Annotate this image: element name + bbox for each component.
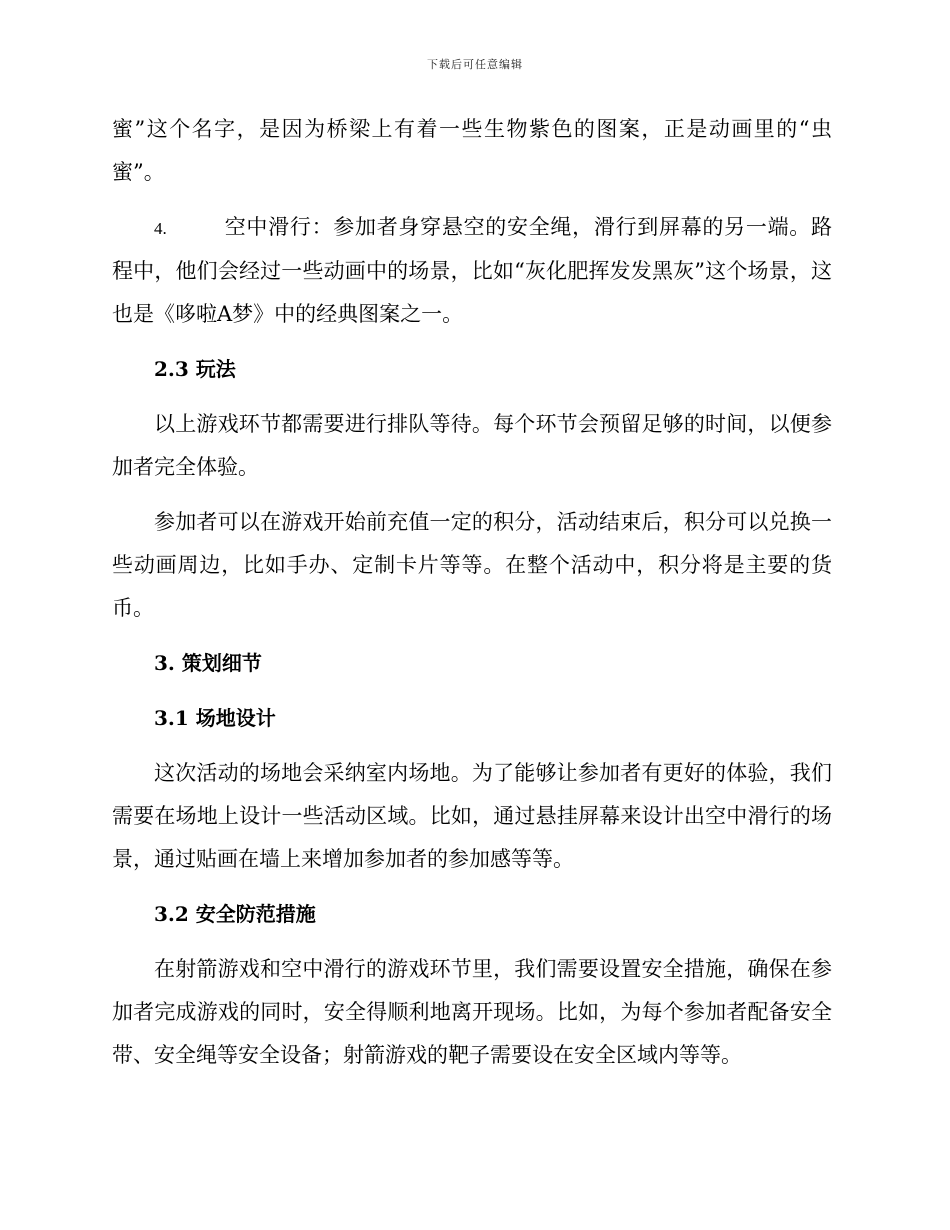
paragraph-2-3-b: 参加者可以在游戏开始前充值一定的积分，活动结束后，积分可以兑换一些动画周边，比如手办、定制卡片等等。在整个活动中，积分将是主要的货币。 xyxy=(112,510,832,620)
list-item-text: 空中滑行：参加者身穿悬空的安全绳，滑行到屏幕的另一端。路程中，他们会经过一些动画中的场景，比如“灰化肥挥发发黑灰”这个场景，这也是《哆啦A梦》中的经典图案之一。 xyxy=(112,215,832,326)
paragraph-3-2: 在射箭游戏和空中滑行的游戏环节里，我们需要设置安全措施，确保在参加者完成游戏的同时，安全得顺利地离开现场。比如，为每个参加者配备安全带、安全绳等安全设备；射箭游戏的靶子需要设在安全区域内等等。 xyxy=(112,957,832,1067)
list-item-4 xyxy=(112,206,832,336)
paragraph-2-3-a: 以上游戏环节都需要进行排队等待。每个环节会预留足够的时间，以便参加者完全体验。 xyxy=(112,412,832,479)
heading-3-1: 3.1 场地设计 xyxy=(154,706,276,730)
list-item-number: 4. xyxy=(154,219,167,238)
paragraph-continued: 蜜”这个名字，是因为桥梁上有着一些生物紫色的图案，正是动画里的“虫蜜”。 xyxy=(112,117,832,184)
heading-3: 3. 策划细节 xyxy=(154,651,262,675)
page-header: 下载后可任意编辑 xyxy=(427,58,523,71)
paragraph-3-1: 这次活动的场地会采纳室内场地。为了能够让参加者有更好的体验，我们需要在场地上设计一些活动区域。比如，通过悬挂屏幕来设计出空中滑行的场景，通过贴画在墙上来增加参加者的参加感等等。 xyxy=(112,761,832,871)
document-body xyxy=(112,108,832,1089)
heading-2-3: 2.3 玩法 xyxy=(154,357,236,381)
heading-3-2: 3.2 安全防范措施 xyxy=(154,902,316,926)
